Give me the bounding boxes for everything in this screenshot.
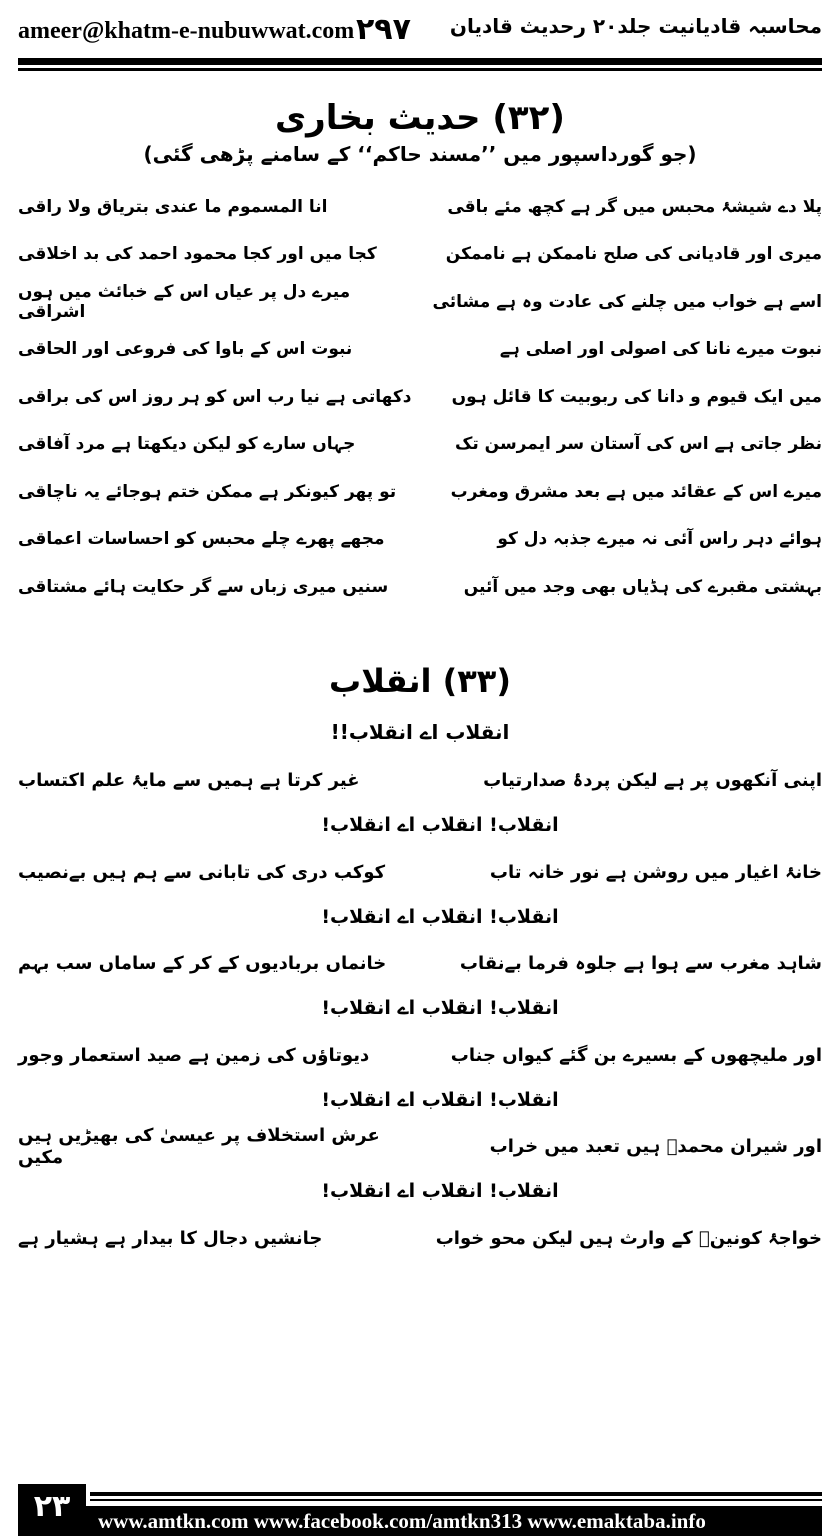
couplet-first-line: میری اور قادیانی کی صلح ناممکن ہے ناممکن xyxy=(445,244,822,265)
header-email: ameer@khatm-e-nubuwwat.com xyxy=(18,18,355,44)
couplet-second-line: میرے دل پر عیاں اس کے خبائث میں ہوں اشراقی xyxy=(18,281,351,322)
stanza-line: خانماں بربادیوں کے کر کے ساماں سب بہم xyxy=(18,953,387,975)
stanza-line: دیوتاؤں کی زمین ہے صید استعمار وجور xyxy=(18,1044,370,1066)
couplet-second-line: مجھے پھرے چلے محبس کو احساسات اعماقی xyxy=(18,529,385,550)
couplet-row xyxy=(18,184,822,230)
stanza-line: جانشیں دجال کا بیدار ہے ہشیار ہے xyxy=(18,1227,323,1249)
stanza-line: کوکب دری کی تابانی سے ہم ہیں بےنصیب xyxy=(18,861,386,883)
couplet-second-line: جہاں سارے کو لیکن دیکھتا ہے مرد آفاقی xyxy=(18,434,356,455)
couplet-row xyxy=(18,564,822,610)
couplet-first-line: پلا دے شیشۂ محبس میں گر ہے کچھ مئے باقی xyxy=(447,196,822,217)
stanza-line: غیر کرتا ہے ہمیں سے مایۂ علم اکتساب xyxy=(18,770,360,792)
stanza-row xyxy=(18,1033,822,1079)
footer-rule xyxy=(90,1499,822,1501)
footer-links: www.amtkn.com www.facebook.com/amtkn313 www.emaktaba.info xyxy=(86,1506,822,1536)
refrain-line: انقلاب! انقلاب اے انقلاب! xyxy=(321,997,559,1019)
couplet-second-line: تو پھر کیونکر ہے ممکن ختم ہوجائے یہ ناچاقی xyxy=(18,481,397,502)
couplet-second-line: کجا میں اور کجا محمود احمد کی بد اخلاقی xyxy=(18,244,377,265)
page-footer xyxy=(18,1484,822,1536)
header-rule-thick xyxy=(18,58,822,65)
stanza-line: اور شیران محمدؐ ہیں تعبد میں خراب xyxy=(489,1136,822,1158)
stanza-line: خواجۂ کونینؐ کے وارث ہیں لیکن محو خواب xyxy=(435,1227,822,1249)
stanza-row xyxy=(18,1216,822,1262)
footer-page-number: ۲۳ xyxy=(18,1484,86,1536)
couplet-first-line: نبوت میرے نانا کی اصولی اور اصلی ہے xyxy=(499,339,822,360)
stanza-line: عرش استخلاف پر عیسیٰ کی بھیڑیں ہیں مکیں xyxy=(18,1125,380,1168)
section1-subtitle: (جو گورداسپور میں ’’مسند حاکم‘‘ کے سامنے پڑھی گئی) xyxy=(143,142,697,166)
section1-title: (۳۲) حدیث بخاری xyxy=(275,98,565,138)
header-page-number: ۲۹۷ xyxy=(356,12,411,47)
refrain-line: انقلاب! انقلاب اے انقلاب! xyxy=(321,905,559,928)
stanza-row xyxy=(18,1124,822,1170)
stanza-row xyxy=(18,850,822,896)
couplet-first-line: بہشتی مقبرے کی ہڈیاں بھی وجد میں آئیں xyxy=(463,576,822,597)
couplet-row xyxy=(18,422,822,468)
stanza-line: شاہد مغرب سے ہوا ہے جلوہ فرما بےنقاب xyxy=(459,953,822,975)
stanza-line: اور ملیچھوں کے بسیرے بن گئے کیواں جناب xyxy=(450,1044,822,1066)
couplet-row xyxy=(18,327,822,373)
section2-title: (۳۳) انقلاب xyxy=(329,662,511,700)
footer-rule xyxy=(90,1492,822,1496)
couplet-second-line: نبوت اس کے باوا کی فروعی اور الحاقی xyxy=(18,339,353,360)
header-rule-thin xyxy=(18,68,822,71)
couplet-row xyxy=(18,279,822,325)
couplet-row xyxy=(18,232,822,278)
couplet-first-line: میرے اس کے عقائد میں ہے بعد مشرق ومغرب xyxy=(450,481,822,502)
section2-subtitle: انقلاب اے انقلاب!! xyxy=(330,720,510,744)
couplet-row xyxy=(18,517,822,563)
stanza-row xyxy=(18,941,822,987)
couplet-first-line: نظر جاتی ہے اس کی آستان سر ایمرسن تک xyxy=(454,434,822,455)
stanza-line: خانۂ اغیار میں روشن ہے نور خانہ تاب xyxy=(489,861,822,883)
couplet-first-line: ہوائے دہر راس آئی نہ میرے جذبہ دل کو xyxy=(497,529,822,550)
couplet-first-line: میں ایک قیوم و دانا کی ربوبیت کا قائل ہوں xyxy=(451,386,822,407)
refrain-line: انقلاب! انقلاب اے انقلاب! xyxy=(321,814,559,836)
couplet-second-line: سنیں میری زباں سے گر حکایت ہائے مشتاقی xyxy=(18,576,389,597)
couplet-second-line: انا المسموم ما عندی بتریاق ولا راقی xyxy=(18,196,328,217)
stanza-line: اپنی آنکھوں پر ہے لیکن پردۂ صدارتیاب xyxy=(483,770,822,792)
couplet-second-line: دکھاتی ہے نیا رب اس کو ہر روز اس کی براقی xyxy=(18,386,412,407)
header-book-title: محاسبہ قادیانیت جلد۲۰ رحدیث قادیان xyxy=(449,14,822,38)
page-header xyxy=(18,10,822,54)
couplet-row xyxy=(18,374,822,420)
stanza-row xyxy=(18,758,822,804)
couplet-row xyxy=(18,469,822,515)
refrain-line: انقلاب! انقلاب اے انقلاب! xyxy=(321,1180,559,1202)
refrain-line: انقلاب! انقلاب اے انقلاب! xyxy=(321,1088,559,1111)
couplet-first-line: اسے ہے خواب میں چلنے کی عادت وہ ہے مشائی xyxy=(432,291,822,312)
